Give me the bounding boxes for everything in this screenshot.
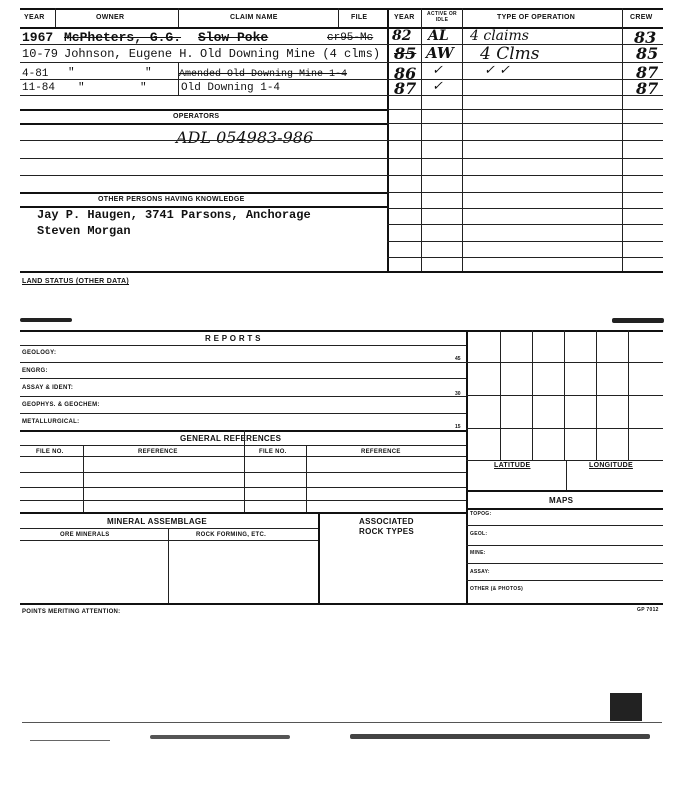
header-type-operation: TYPE OF OPERATION (497, 14, 576, 21)
geology-label: GEOLOGY: (22, 350, 57, 356)
knowledge-title: OTHER PERSONS HAVING KNOWLEDGE (98, 196, 245, 203)
maps-other: OTHER (& PHOTOS) (470, 586, 524, 592)
scan-mark (150, 735, 290, 739)
latitude-label: LATITUDE (494, 462, 531, 469)
activity-operation: ✓ ✓ (484, 63, 510, 78)
row-owner: McPheters, G.G. (64, 30, 182, 45)
assay-label: ASSAY & IDENT: (22, 385, 74, 391)
row-owner-ditto: " (145, 67, 152, 79)
row-owner: " (68, 67, 75, 79)
row-owner: Johnson, Eugene H. (64, 47, 194, 61)
refs-file-no2: FILE NO. (259, 449, 287, 455)
form-number: GP 7012 (637, 607, 659, 613)
activity-crew: 85 (636, 44, 659, 63)
rock-types-label: ROCK TYPES (359, 527, 415, 536)
activity-status: ✓ (432, 79, 443, 94)
row-year: 4-81 (22, 68, 49, 80)
geophys-label: GEOPHYS. & GEOCHEM: (22, 402, 100, 408)
scan-mark (30, 740, 110, 741)
operators-entry: ADL 054983-986 (176, 128, 314, 147)
land-status-label: LAND STATUS (OTHER DATA) (22, 278, 130, 285)
scale-45: 45 (455, 356, 461, 362)
activity-crew: 87 (636, 79, 659, 98)
maps-title: MAPS (549, 496, 574, 505)
header-crew: CREW (630, 14, 653, 21)
header-active-idle: ACTIVE OR IDLE (427, 11, 457, 23)
maps-topog: TOPOG: (470, 511, 492, 517)
row-year: 11-84 (22, 82, 56, 94)
header-owner: OWNER (96, 14, 125, 21)
scan-mark (20, 318, 72, 322)
mineral-title: MINERAL ASSEMBLAGE (107, 517, 208, 526)
activity-status: AW (426, 44, 454, 62)
activity-operation: 4 claims (470, 28, 529, 44)
reports-title: R E P O R T S (205, 334, 261, 343)
refs-file-no: FILE NO. (36, 449, 64, 455)
header-claim-name: CLAIM NAME (230, 14, 278, 21)
row-claim: Old Downing 1-4 (181, 82, 281, 94)
scan-mark (350, 734, 650, 739)
longitude-label: LONGITUDE (589, 462, 633, 469)
activity-year: 86 (394, 64, 417, 83)
activity-year: 82 (392, 28, 412, 44)
maps-geol: GEOL: (470, 531, 488, 537)
row-year: 10-79 (22, 47, 59, 61)
activity-status: ✓ (432, 63, 443, 78)
refs-reference: REFERENCE (138, 449, 178, 455)
activity-crew: 87 (636, 63, 659, 82)
rock-forming-label: ROCK FORMING, ETC. (196, 532, 267, 538)
metallurgical-label: METALLURGICAL: (22, 419, 80, 425)
row-owner: " (78, 82, 85, 94)
row-claim: Slow Poke (198, 30, 269, 45)
operators-title: OPERATORS (173, 113, 220, 120)
maps-assay: ASSAY: (470, 569, 490, 575)
activity-status: AL (428, 28, 449, 44)
header-year2: YEAR (394, 14, 415, 21)
scale-30: 30 (455, 391, 461, 397)
activity-year: 87 (394, 79, 417, 98)
knowledge-line2: Steven Morgan (37, 224, 131, 238)
scan-mark (22, 722, 662, 723)
associated-label: ASSOCIATED (359, 517, 414, 526)
general-refs-title: GENERAL REFERENCES (180, 434, 282, 443)
scan-mark (612, 318, 664, 323)
refs-reference2: REFERENCE (361, 449, 401, 455)
row-claim: Amended Old Downing Mine 1-4 (179, 69, 348, 80)
activity-operation: 4 Clms (480, 44, 540, 64)
activity-year: 85 (394, 44, 417, 63)
engrg-label: ENGRG: (22, 368, 48, 374)
scan-mark (610, 693, 642, 721)
row-year: 1967 (22, 30, 54, 45)
scale-15: 15 (455, 424, 461, 430)
row-file: cr95-Mc (327, 32, 374, 44)
knowledge-line1: Jay P. Haugen, 3741 Parsons, Anchorage (37, 208, 311, 222)
ore-minerals-label: ORE MINERALS (60, 532, 110, 538)
header-file: FILE (351, 14, 368, 21)
activity-crew: 83 (634, 28, 657, 47)
header-year: YEAR (24, 14, 45, 21)
row-claim: Old Downing Mine (4 clms) (200, 47, 381, 61)
row-owner-ditto: " (140, 82, 147, 94)
points-label: POINTS MERITING ATTENTION: (22, 609, 121, 615)
maps-mine: MINE: (470, 550, 486, 556)
